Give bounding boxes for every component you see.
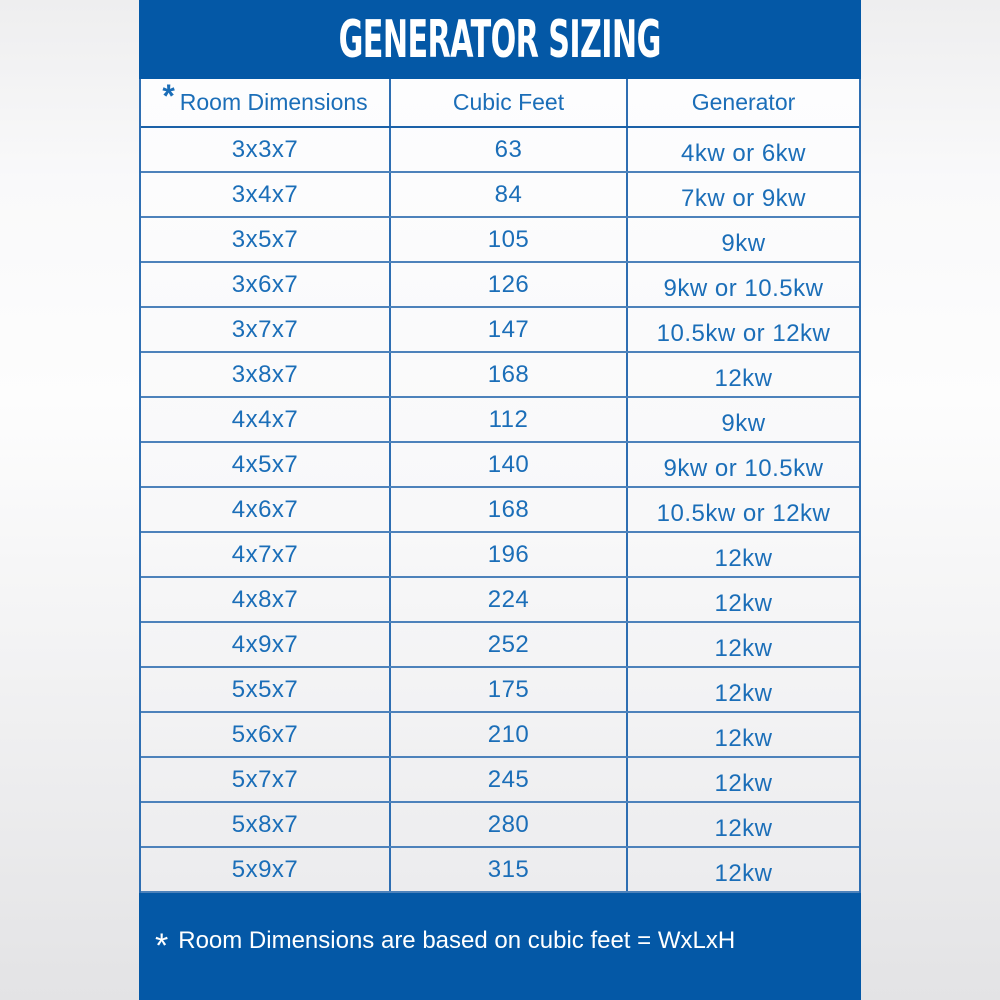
- room-dimensions-header-label: Room Dimensions: [179, 89, 368, 115]
- generator-cell: 12kw: [714, 725, 773, 752]
- cubic-feet-cell: 245: [391, 758, 628, 801]
- table-row: [141, 353, 859, 398]
- room-dimensions-header: * Room Dimensions: [141, 79, 391, 126]
- table-row: [141, 578, 859, 623]
- table-row: [141, 173, 859, 218]
- cubic-feet-cell: 280: [391, 803, 628, 846]
- generator-cell: 12kw: [714, 815, 773, 842]
- table-row: [141, 488, 859, 533]
- generator-cell: 12kw: [714, 770, 773, 797]
- generator-cell: 12kw: [714, 860, 773, 887]
- generator-sizing-table: [139, 79, 861, 893]
- cubic-feet-cell: 224: [391, 578, 628, 621]
- table-row: [141, 758, 859, 803]
- room-dimensions-cell: 5x8x7: [141, 803, 391, 846]
- room-dimensions-cell: 4x6x7: [141, 488, 391, 531]
- cubic-feet-header-label: Cubic Feet: [452, 89, 565, 115]
- cubic-feet-cell: 196: [391, 533, 628, 576]
- generator-cell: 9kw: [721, 230, 766, 257]
- cubic-feet-cell: 168: [391, 488, 628, 531]
- generator-cell: 12kw: [714, 590, 773, 617]
- room-dimensions-cell: 3x4x7: [141, 173, 391, 216]
- generator-cell: 10.5kw or 12kw: [656, 500, 831, 527]
- generator-cell: 4kw or 6kw: [680, 140, 807, 167]
- table-row: [141, 623, 859, 668]
- generator-cell: 12kw: [714, 635, 773, 662]
- cubic-feet-header: [391, 79, 628, 126]
- table-row: [141, 218, 859, 263]
- room-dimensions-cell: 3x7x7: [141, 308, 391, 351]
- cubic-feet-cell: 105: [391, 218, 628, 261]
- table-row: [141, 803, 859, 848]
- table-body: [141, 128, 859, 893]
- table-row: [141, 713, 859, 758]
- generator-cell: 9kw or 10.5kw: [663, 455, 824, 482]
- room-dimensions-cell: 4x5x7: [141, 443, 391, 486]
- table-row: [141, 533, 859, 578]
- footnote-text: Room Dimensions are based on cubic feet = WxLxH: [178, 927, 736, 954]
- room-dimensions-cell: 5x9x7: [141, 848, 391, 891]
- cubic-feet-cell: 252: [391, 623, 628, 666]
- footer-band: [139, 893, 861, 1000]
- generator-cell: 9kw or 10.5kw: [663, 275, 824, 302]
- room-dimensions-cell: 5x5x7: [141, 668, 391, 711]
- table-row: [141, 398, 859, 443]
- room-dimensions-cell: 5x6x7: [141, 713, 391, 756]
- generator-header-label: Generator: [691, 89, 796, 115]
- generator-cell: 10.5kw or 12kw: [656, 320, 831, 347]
- cubic-feet-cell: 168: [391, 353, 628, 396]
- room-dimensions-cell: 3x6x7: [141, 263, 391, 306]
- cubic-feet-cell: 126: [391, 263, 628, 306]
- room-dimensions-cell: 4x9x7: [141, 623, 391, 666]
- cubic-feet-cell: 175: [391, 668, 628, 711]
- table-row: [141, 668, 859, 713]
- generator-cell: 12kw: [714, 365, 773, 392]
- cubic-feet-cell: 112: [391, 398, 628, 441]
- page-title: GENERATOR SIZING: [338, 9, 662, 70]
- cubic-feet-cell: 140: [391, 443, 628, 486]
- cubic-feet-cell: 315: [391, 848, 628, 891]
- table-header-row: [141, 79, 859, 128]
- table-row: [141, 848, 859, 893]
- room-dimensions-cell: 4x4x7: [141, 398, 391, 441]
- room-dimensions-cell: 3x3x7: [141, 128, 391, 171]
- footnote: * Room Dimensions are based on cubic feet = WxLxH: [155, 927, 736, 965]
- room-dimensions-cell: 3x5x7: [141, 218, 391, 261]
- room-dimensions-cell: 3x8x7: [141, 353, 391, 396]
- table-row: [141, 443, 859, 488]
- room-dimensions-cell: 4x8x7: [141, 578, 391, 621]
- cubic-feet-cell: 63: [391, 128, 628, 171]
- table-row: [141, 263, 859, 308]
- cubic-feet-cell: 210: [391, 713, 628, 756]
- generator-cell: 9kw: [721, 410, 766, 437]
- room-dimensions-cell: 5x7x7: [141, 758, 391, 801]
- generator-sizing-panel: [139, 0, 861, 1000]
- table-row: [141, 308, 859, 353]
- table-row: [141, 128, 859, 173]
- generator-header: [628, 79, 859, 126]
- generator-cell: 12kw: [714, 545, 773, 572]
- cubic-feet-cell: 84: [391, 173, 628, 216]
- generator-cell: 7kw or 9kw: [680, 185, 807, 212]
- title-band: [139, 0, 861, 79]
- cubic-feet-cell: 147: [391, 308, 628, 351]
- generator-cell: 12kw: [714, 680, 773, 707]
- room-dimensions-cell: 4x7x7: [141, 533, 391, 576]
